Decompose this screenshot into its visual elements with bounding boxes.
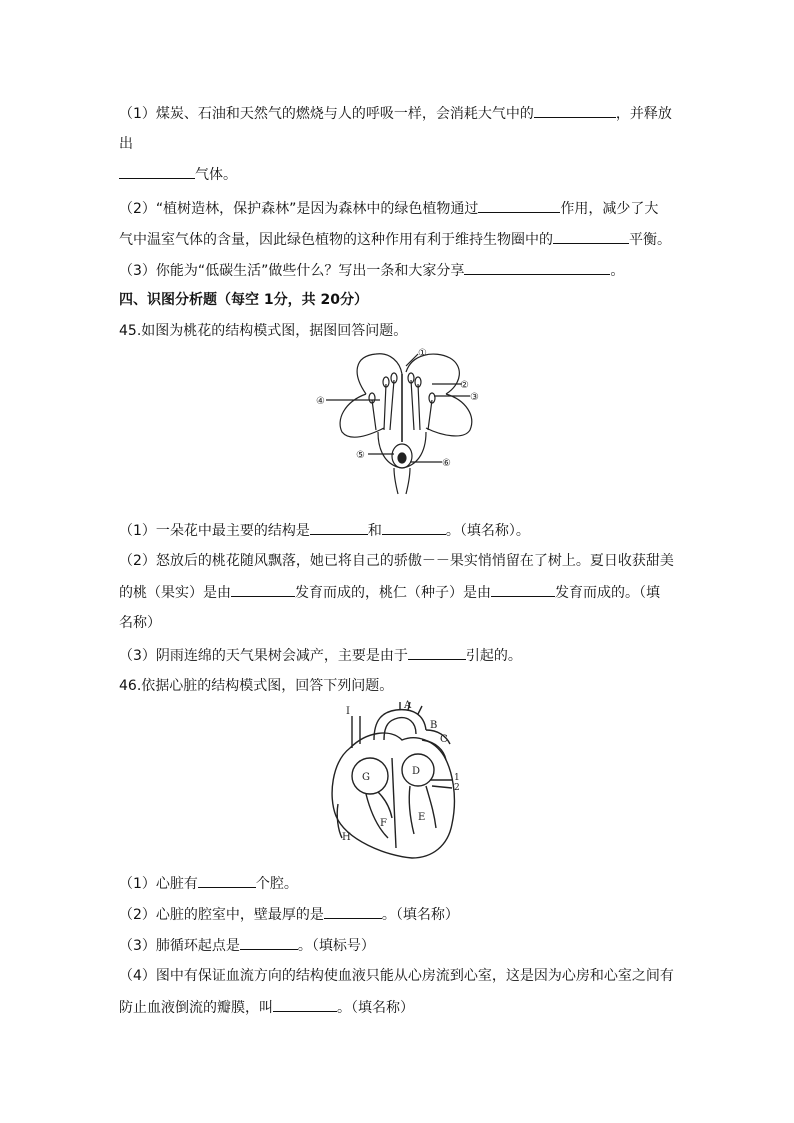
text: 发育而成的，桃仁（种子）是由 [295,585,491,601]
text: （1）煤炭、石油和天然气的燃烧与人的呼吸一样，会消耗大气中的 [119,106,534,122]
text: 的桃（果实）是由 [119,585,231,601]
text: 。（填名称） [337,1000,414,1016]
answer-blank[interactable] [534,103,616,118]
label-1: 1 [454,773,460,783]
answer-blank[interactable] [324,904,382,919]
text: （2）怒放后的桃花随风飘落，她已将自己的骄傲－－果实悄悄留在了树上。夏日收获甜美 [119,553,674,569]
text: （3）你能为“低碳生活”做些什么？写出一条和大家分享 [119,263,465,279]
label-1: ① [418,348,427,359]
heart-diagram [326,700,476,862]
text: （3）阴雨连绵的天气果树会减产，主要是由于 [119,648,408,664]
answer-blank[interactable] [491,582,555,597]
text: 作用，减少了大 [560,201,659,217]
text: 。（填名称）。 [445,523,530,539]
label-I: I [346,706,350,717]
q45-p2-line3 [119,613,161,633]
answer-blank[interactable] [198,873,256,888]
text: 。（填名称） [381,907,459,923]
label-4: ④ [316,396,325,407]
text: （3）肺循环起点是 [119,938,240,954]
text: 气中温室气体的含量，因此绿色植物的这种作用有利于维持生物圈中的 [119,232,553,248]
q46-p4-line1 [119,966,674,986]
label-F: F [380,818,387,829]
answer-blank[interactable] [408,645,466,660]
q44-p1-line1 [119,103,672,124]
label-5: ⑤ [356,450,365,461]
label-H: H [342,832,351,843]
label-2: 2 [454,783,460,793]
q44-p3 [119,260,624,281]
answer-blank[interactable] [231,582,295,597]
text: 平衡。 [629,232,671,248]
q46-p3 [119,935,375,956]
label-3: ③ [470,392,479,403]
text: 名称） [119,615,161,631]
text: 。（填标号） [297,938,375,954]
text: 引起的。 [465,648,522,664]
answer-blank[interactable] [553,229,629,244]
peach-flower-diagram [314,344,490,496]
q46-title [119,676,393,696]
text: 。 [610,263,625,279]
text: （2）“植树造林，保护森林”是因为森林中的绿色植物通过 [119,201,479,217]
answer-blank[interactable] [240,935,298,950]
q45-p1 [119,520,530,541]
text: 气体。 [195,167,237,183]
q45-p2-line1 [119,551,674,571]
label-B: B [430,720,438,731]
text: （1）心脏有 [119,876,198,892]
answer-blank[interactable] [273,997,337,1012]
text: 四、识图分析题（每空 1分，共 20分） [119,292,368,308]
answer-blank[interactable] [310,520,368,535]
q45-p3 [119,645,522,666]
text: 出 [119,136,133,152]
q44-p1-line3 [119,164,237,185]
answer-blank[interactable] [119,164,195,179]
label-G: G [362,772,370,783]
label-C: C [440,734,448,745]
label-6: ⑥ [442,458,451,469]
text: （4）图中有保证血流方向的结构使血液只能从心房流到心室，这是因为心房和心室之间有 [119,968,674,984]
q46-p2 [119,904,459,925]
answer-blank[interactable] [464,260,610,275]
text: 和 [367,523,382,539]
text: 46.依据心脏的结构模式图，回答下列问题。 [119,678,394,694]
label-E: E [418,812,426,823]
answer-blank[interactable] [382,520,446,535]
q44-p2-line1 [119,198,658,219]
label-2: ② [460,380,469,391]
text: （2）心脏的腔室中，壁最厚的是 [119,907,324,923]
label-A: A [404,700,412,711]
q44-p2-line2 [119,229,671,250]
q44-p1-line2 [119,134,133,154]
q46-p4-line2 [119,997,414,1018]
text: ，并释放 [615,106,672,122]
text: 发育而成的。（填 [555,585,660,601]
answer-blank[interactable] [478,198,560,213]
text: 防止血液倒流的瓣膜，叫 [119,1000,273,1016]
section-title [119,290,368,310]
text: （1）一朵花中最主要的结构是 [119,523,310,539]
label-D: D [412,766,421,777]
q45-title [119,321,407,341]
q45-p2-line2 [119,582,660,603]
text: 45.如图为桃花的结构模式图，据图回答问题。 [119,323,408,339]
text: 个腔。 [255,876,298,892]
q46-p1 [119,873,298,894]
